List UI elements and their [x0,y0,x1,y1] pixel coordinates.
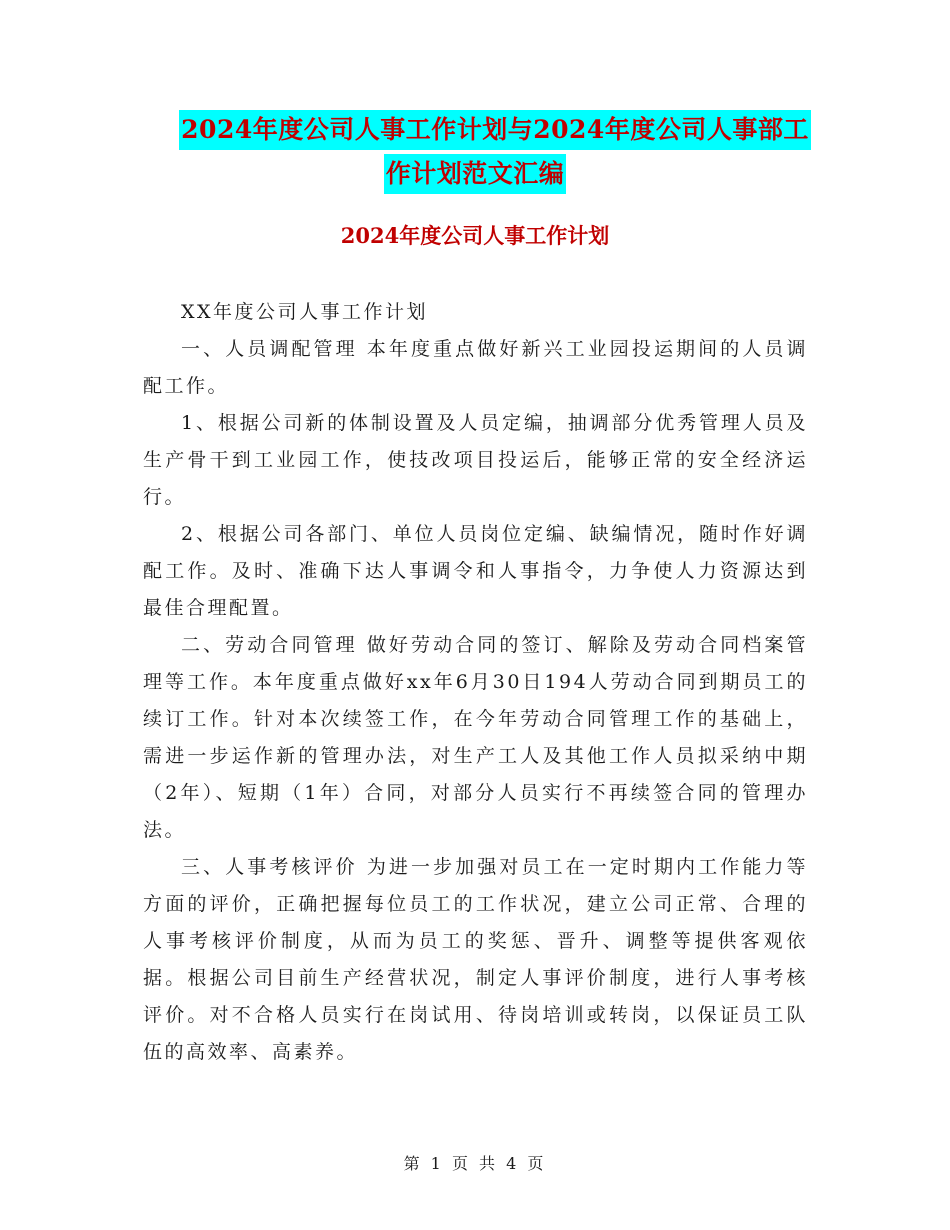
paragraph-staff-allocation: 一、人员调配管理 本年度重点做好新兴工业园投运期间的人员调配工作。 [143,338,808,397]
title-line-1: 2024年度公司人事工作计划与2024年度公司人事部工 [179,110,811,150]
title-line-2: 作计划范文汇编 [384,154,567,194]
paragraph-performance-review: 三、人事考核评价 为进一步加强对员工在一定时期内工作能力等方面的评价，正确把握每位员工的工作状况，建立公司正常、合理的人事考核评价制度，从而为员工的奖惩、晋升、调整等提供客观依据。根据公司目前生产经营状况，制定人事评价制度，进行人事考核评价。对不合格人员实行在岗试用、待岗培训或转岗，以保证员工队伍的高效率、高素养。 [143,856,808,1063]
paragraph-labor-contract: 二、劳动合同管理 做好劳动合同的签订、解除及劳动合同档案管理等工作。本年度重点做好xx年6月30日194人劳动合同到期员工的续订工作。针对本次续签工作，在今年劳动合同管理工作的基础上，需进一步运作新的管理办法，对生产工人及其他工作人员拟采纳中期（2年）、短期（1年）合同，对部分人员实行不再续签合同的管理办法。 [143,634,808,841]
paragraph-plan-title: XX年度公司人事工作计划 [181,301,429,323]
section-heading: 2024年度公司人事工作计划 [340,223,610,248]
document-title [0,110,950,198]
paragraph-allocation-item-2: 2、根据公司各部门、单位人员岗位定编、缺编情况，随时作好调配工作。及时、准确下达人事调令和人事指令，力争使人力资源达到最佳合理配置。 [143,523,808,619]
paragraph-allocation-item-1: 1、根据公司新的体制设置及人员定编，抽调部分优秀管理人员及生产骨干到工业园工作，使技改项目投运后，能够正常的安全经济运行。 [143,412,808,508]
document-body [143,294,808,1071]
page-footer: 第 1 页 共 4 页 [403,1154,547,1173]
